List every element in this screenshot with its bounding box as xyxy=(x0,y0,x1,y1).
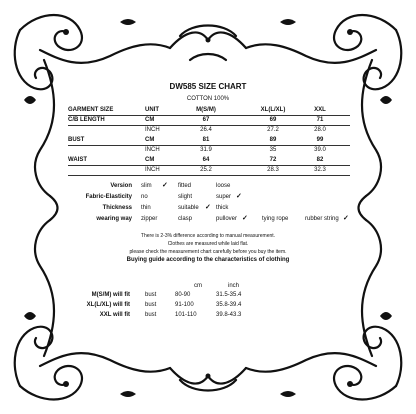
attr-option: tying rope xyxy=(262,216,289,222)
row-value: 28.0 xyxy=(314,127,326,133)
attr-option: thick xyxy=(216,205,229,211)
table-rule xyxy=(68,175,350,176)
note-line: There is 2-3% difference according to manual measurement. xyxy=(140,233,276,239)
attr-label-version: Version xyxy=(110,183,132,189)
guide-part: bust xyxy=(145,312,157,318)
guide-cm: 91-100 xyxy=(175,302,194,308)
row-value: 26.4 xyxy=(200,127,212,133)
note-line: Clothes are measured while laid flat. xyxy=(167,241,249,247)
row-value: 72 xyxy=(269,157,277,163)
guide-inch: 39.8-43.3 xyxy=(216,312,242,318)
row-value: 31.9 xyxy=(200,147,212,153)
attr-option: pullover xyxy=(216,216,238,222)
guide-part: bust xyxy=(145,302,157,308)
material-label: COTTON 100% xyxy=(186,96,230,102)
row-unit: CM xyxy=(145,157,155,163)
row-value: 71 xyxy=(316,117,324,123)
row-value: 82 xyxy=(316,157,324,163)
table-rule xyxy=(68,145,350,146)
attr-option: no xyxy=(141,194,148,200)
row-value: 81 xyxy=(202,137,210,143)
attr-option: clasp xyxy=(178,216,193,222)
header-unit: UNIT xyxy=(145,107,159,113)
table-rule xyxy=(68,115,350,116)
header-garment-size: GARMENT SIZE xyxy=(68,107,114,113)
row-value: 39.0 xyxy=(314,147,326,153)
attr-option: loose xyxy=(216,183,231,189)
check-icon: ✓ xyxy=(343,215,349,222)
row-value: 67 xyxy=(202,117,210,123)
guide-inch: 35.8-39.4 xyxy=(216,302,242,308)
row-value: 25.2 xyxy=(200,167,212,173)
attr-option: thin xyxy=(141,205,151,211)
attr-option: slight xyxy=(178,194,193,200)
attr-option: rubber string xyxy=(305,216,339,222)
row-label: BUST xyxy=(68,137,85,143)
row-value: 35 xyxy=(269,147,277,153)
check-icon: ✓ xyxy=(162,182,168,189)
row-unit: INCH xyxy=(145,147,160,153)
row-value: 27.2 xyxy=(267,127,279,133)
row-value: 89 xyxy=(269,137,277,143)
attr-label-elasticity: Fabric-Elasticity xyxy=(85,194,132,200)
row-value: 64 xyxy=(202,157,210,163)
guide-col-inch: inch xyxy=(228,283,240,289)
header-m: M(S/M) xyxy=(196,107,216,113)
row-unit: CM xyxy=(145,137,155,143)
guide-size: M(S/M) will fit xyxy=(91,292,130,298)
attr-option: slim xyxy=(141,183,152,189)
row-label: WAIST xyxy=(68,157,87,163)
guide-part: bust xyxy=(145,292,157,298)
guide-size: XL(L/XL) will fit xyxy=(86,302,130,308)
chart-title: DW585 SIZE CHART xyxy=(169,82,247,91)
row-value: 69 xyxy=(269,117,277,123)
attr-option: fitted xyxy=(178,183,192,189)
table-rule xyxy=(68,165,350,166)
note-line: please check the measurement chart carefully before you buy the item. xyxy=(129,249,287,255)
row-value: 99 xyxy=(316,137,324,143)
attr-option: zipper xyxy=(141,216,158,222)
table-rule xyxy=(68,125,350,126)
buying-guide-title: Buying guide according to the characteristics of clothing xyxy=(126,257,290,263)
guide-cm: 80-90 xyxy=(175,292,191,298)
row-label: C/B LENGTH xyxy=(68,117,105,123)
row-value: 32.3 xyxy=(314,167,326,173)
attr-option: super xyxy=(216,194,232,200)
guide-cm: 101-110 xyxy=(175,312,197,318)
header-xl: XL(L/XL) xyxy=(260,107,286,113)
check-icon: ✓ xyxy=(236,193,242,200)
header-xxl: XXL xyxy=(314,107,326,113)
attr-option: suitable xyxy=(178,205,199,211)
guide-inch: 31.5-35.4 xyxy=(216,292,242,298)
row-unit: CM xyxy=(145,117,155,123)
attr-label-wearing: wearing way xyxy=(96,216,132,222)
row-unit: INCH xyxy=(145,127,160,133)
attr-label-thickness: Thickness xyxy=(102,205,132,211)
check-icon: ✓ xyxy=(242,215,248,222)
guide-col-cm: cm xyxy=(194,283,202,289)
row-value: 28.3 xyxy=(267,167,279,173)
guide-size: XXL will fit xyxy=(99,312,130,318)
check-icon: ✓ xyxy=(205,204,211,211)
row-unit: INCH xyxy=(145,167,160,173)
